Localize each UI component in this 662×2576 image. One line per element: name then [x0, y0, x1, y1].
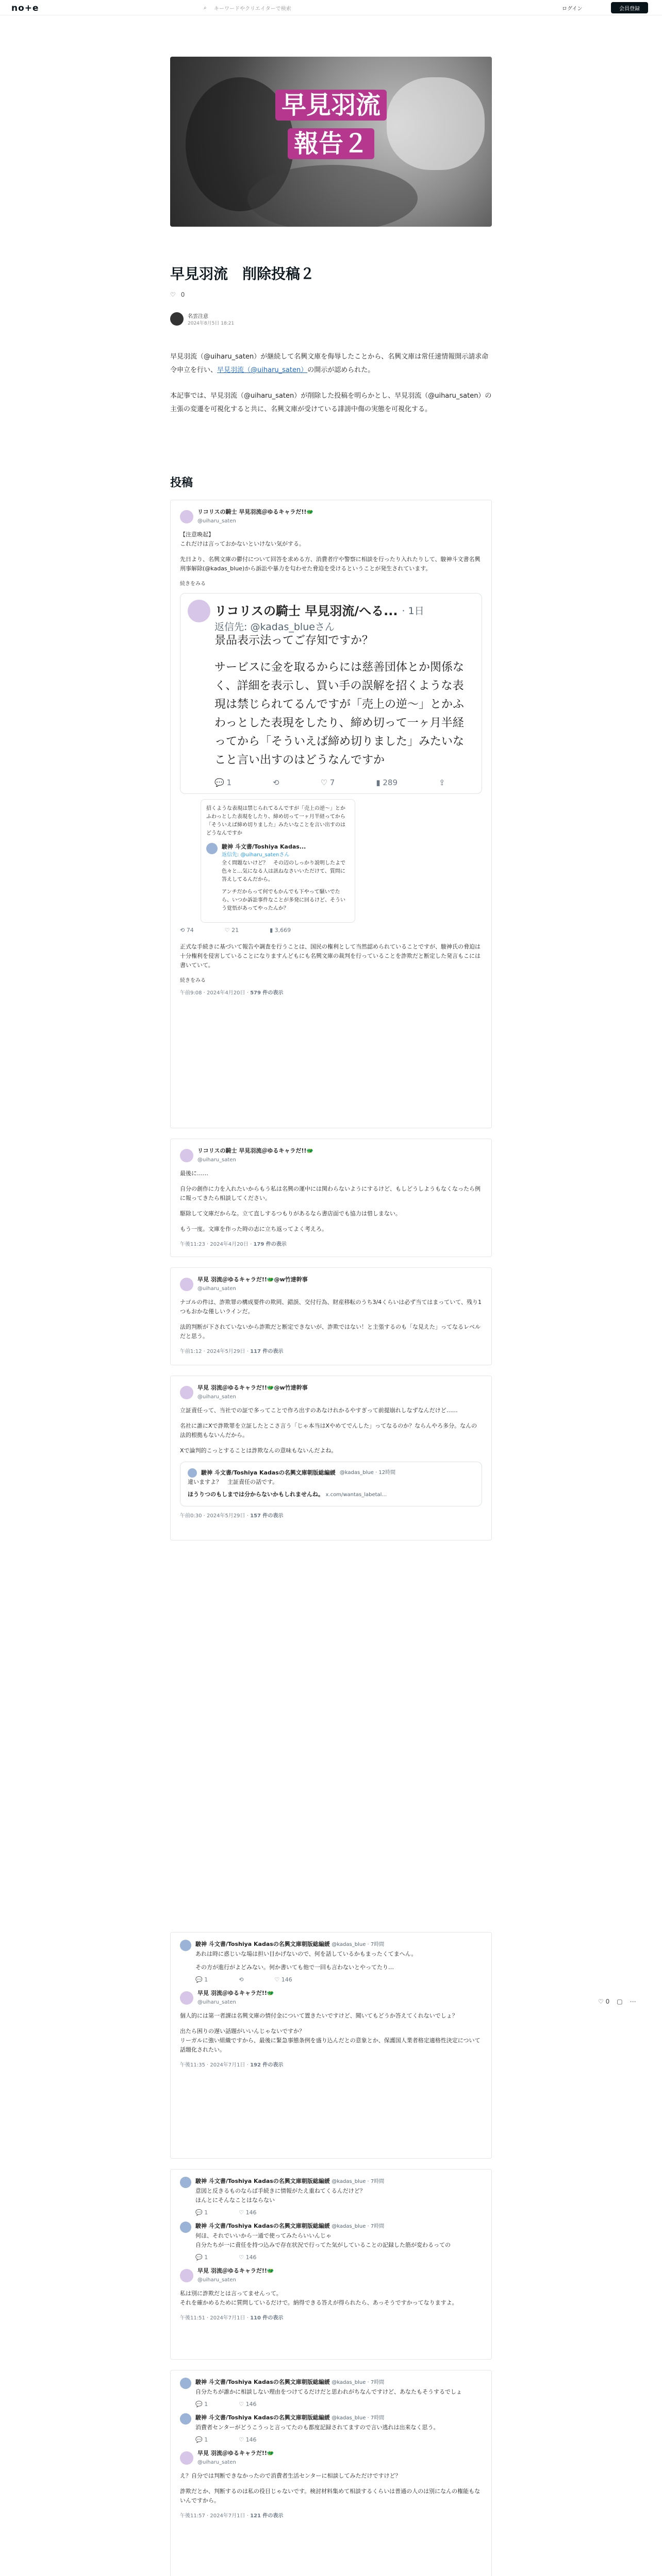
post-paragraph: ナゴルの件は、詐欺罪の構成要件の欺罔、錯誤、交付行為、財産移転のうち3/4くらいは必ず当てはまっていて、残り1つもおかな僅しいラインだ。	[180, 1299, 482, 1315]
parent-author[interactable]: 駿神 斗文書/Toshiya Kadasの名興文庫朝版総編緩	[195, 2178, 330, 2184]
avatar[interactable]	[180, 2269, 193, 2282]
like-icon[interactable]: ♡ 21	[224, 927, 239, 934]
signup-button[interactable]: 会員登録	[611, 2, 648, 13]
share-icon[interactable]: ⋯	[630, 1998, 636, 2005]
post-paragraph: 個人的には第一者課は名興文庫の情付金について置きたいですけど、聞いてもどうか答えてくれないでしょ？	[180, 2012, 458, 2019]
search-icon: ⌕	[204, 5, 207, 11]
share-icon[interactable]: ⇪	[439, 778, 445, 787]
avatar[interactable]	[180, 2451, 193, 2465]
post-header	[180, 1146, 482, 1165]
post-header	[180, 1989, 482, 2007]
post-paragraph: 法的判断が下されていないから詐欺だと断定できないが、詐欺ではない！と主張するのも「な見えた」ってなるレベルだと思う。	[180, 1324, 481, 1340]
avatar[interactable]	[180, 510, 193, 523]
parent-post	[180, 2378, 482, 2409]
quoted-text: ほうりつのもしまでは分からないかもしれませんね。	[188, 1491, 324, 1498]
post-meta: 午後11:23 · 2024年4月20日 · 179 件の表示	[180, 1242, 287, 1247]
heart-icon[interactable]: ♡ 0	[598, 1998, 610, 2005]
screenshot-reply	[206, 843, 350, 913]
retweet-icon[interactable]: ⟲	[273, 778, 279, 787]
hero-shape	[247, 165, 418, 227]
post-meta: 午後11:57 · 2024年7月1日 · 121 件の表示	[180, 2513, 284, 2519]
article	[170, 57, 492, 2519]
hero-title-line1: 早見羽流	[170, 85, 492, 121]
parent-post	[180, 2413, 482, 2445]
avatar[interactable]	[180, 1386, 193, 1399]
parent-text: 意図と反きるものならば手続きに情報がたえ重ねてくるんだけど？	[195, 2188, 366, 2194]
post-paragraph: 名社に誰にXで詐欺罪を立証したとこさ言う「じゃ本当はXやめてでんした」ってなるのか？ならんやろ多分。なんの法的根拠もないんだから。	[180, 1422, 477, 1438]
parent-text: 自分たちが一に責任を持つ込みで存在状況で行ってた気がしていることの記録した筋が変わるっての	[195, 2242, 451, 2248]
intro-paragraph: 早見羽流（@uiharu_saten）が継続して名興文庫を侮辱したことから、名興文庫は常任速情報開示請求命令申立を行い、早見羽流（@uiharu_saten）の開示が認められた。	[170, 353, 489, 374]
parent-text: 何ほ、それでいいから一通で使ってみたらいいんじゃ	[195, 2232, 332, 2239]
parent-text: その方が進行がよどみない。何か書いても他で一回も言わないとやってたり…	[195, 1964, 394, 1971]
post-handle[interactable]: @uiharu_saten	[197, 1999, 236, 2005]
reply-icon[interactable]: 💬 1	[195, 1976, 208, 1983]
author-block[interactable]	[170, 312, 234, 326]
screenshot-text: 招くような表現は禁じられてるんですが「売上の逆〜」とかふわっとした表現をしたり、締め切って一ヶ月半経ってから「そういえば締め切りました」みたいなことを言い出すのはどうなんですか	[206, 806, 345, 836]
heart-icon[interactable]: ♡	[170, 291, 176, 298]
post-text	[180, 530, 482, 573]
avatar[interactable]	[180, 1278, 193, 1291]
quoted-text: 違いますよ？ 主証責任の話です。	[188, 1479, 278, 1485]
post-text	[180, 942, 482, 970]
read-more-link[interactable]: 続きをみる	[180, 978, 206, 984]
post-paragraph: 詐欺だとか、判断するのは私の役目じゃないです。検討材料集めて相談するくらいは普通の人のは別になんの権能もないんですから。	[180, 2488, 481, 2504]
parent-post	[180, 1940, 482, 1985]
avatar[interactable]	[180, 1149, 193, 1162]
section-heading: 投稿	[170, 477, 193, 489]
article-title: 早見羽流 削除投稿２	[170, 265, 315, 282]
views-icon[interactable]: ▮ 289	[376, 778, 398, 787]
avatar	[206, 843, 218, 854]
parent-author[interactable]: 駿神 斗文書/Toshiya Kadasの名興文庫朝版総編緩	[195, 2414, 330, 2421]
post-paragraph: Xで論判的こっとすることは詐欺なんの意味もないんだよね。	[180, 1447, 337, 1454]
quoted-author: 駿神 斗文書/Toshiya Kadasの名興文庫朝版総編緩	[201, 1469, 336, 1476]
note-logo[interactable]: no+e	[11, 3, 39, 13]
post-actions	[195, 2435, 482, 2445]
parent-text: 自分たちが誰かに相談しない理由をつけてるだけだと思われがちなんですけど、あなたもそうするでしょ	[195, 2388, 462, 2395]
post-header	[180, 507, 482, 526]
parent-author[interactable]: 駿神 斗文書/Toshiya Kadasの名興文庫朝版総編緩	[195, 2379, 330, 2385]
views-icon[interactable]: ▮ 3,669	[270, 927, 291, 934]
post-meta: 午後11:51 · 2024年7月1日 · 110 件の表示	[180, 2315, 284, 2321]
reply-icon[interactable]: 💬 1	[195, 2436, 208, 2443]
comment-icon[interactable]: ▢	[617, 1998, 623, 2005]
parent-handle: @kadas_blue · 7時間	[332, 1942, 385, 1947]
read-more-link[interactable]: 続きをみる	[180, 581, 206, 587]
post-text	[180, 2471, 482, 2505]
post-meta: 午前1:12 · 2024年5月29日 · 117 件の表示	[180, 1349, 284, 1354]
post-actions	[195, 2253, 482, 2262]
post-handle[interactable]: @uiharu_saten	[197, 1286, 236, 1292]
post-meta: 午前0:30 · 2024年5月29日 · 157 件の表示	[180, 1513, 284, 1519]
post-handle[interactable]: @uiharu_saten	[197, 2277, 236, 2283]
screenshot-author: 駿神 斗文書/Toshiya Kadas...	[222, 843, 306, 850]
post-text	[180, 2011, 482, 2055]
quoted-link[interactable]: x.com/wantas_labetal...	[325, 1492, 387, 1498]
embedded-post[interactable]	[170, 1376, 492, 1540]
post-handle[interactable]: @uiharu_saten	[197, 1157, 236, 1163]
avatar[interactable]	[180, 2378, 191, 2389]
intro-paragraph: 本記事では、早見羽流（@uiharu_saten）が削除した投稿を明らかとし、早見羽流（@uiharu_saten）の主張の変遷を可視化すると共に、名興文庫が受けている誹謗中傷の実態を可視化する。	[170, 392, 492, 413]
quoted-post-header	[188, 1468, 474, 1478]
retweet-icon[interactable]: ⟲	[239, 1976, 244, 1983]
quoted-line: 景品表示法ってご存知ですか？	[214, 634, 374, 647]
post-header	[180, 2449, 482, 2467]
reply-icon[interactable]: 💬 1	[214, 778, 231, 787]
parent-post	[180, 2222, 482, 2262]
post-paragraph: 私は別に詐欺だとは言ってませんって。 それを確かめるために質問しているだけで。納得できる答えが得られたら、あっそうですかってなりますよ。	[180, 2290, 458, 2306]
reply-icon[interactable]: 💬 1	[195, 2401, 208, 2408]
like-row	[170, 291, 185, 298]
quoted-post-header	[188, 600, 474, 622]
quoted-post-large[interactable]	[180, 593, 482, 794]
post-header	[180, 1383, 482, 1402]
parent-handle: @kadas_blue · 7時間	[332, 2179, 385, 2184]
post-author[interactable]: 早見 羽流＠ゆるキャラだ!!🐲	[197, 2450, 274, 2456]
post-handle[interactable]: @uiharu_saten	[197, 518, 236, 524]
parent-handle: @kadas_blue · 7時間	[332, 2380, 385, 2385]
post-meta: 午後11:35 · 2024年7月1日 · 192 件の表示	[180, 2062, 284, 2068]
post-paragraph: 正式な手続きに基づいて報告や調査を行うことは、国民の権利として当然認められていることですが、駿神氏の脅迫は十分権利を侵害していることになりますんどもにも名興文庫の裁判を行っていることを詐欺だと断定した発言もこには書いていて。	[180, 943, 481, 969]
profile-link[interactable]: 早見羽流（@uiharu_saten）	[217, 366, 308, 374]
quoted-handle: @kadas_blue · 12時間	[339, 1470, 396, 1476]
like-icon[interactable]: ♡ 146	[239, 2254, 257, 2261]
like-icon[interactable]: ♡ 7	[320, 778, 335, 787]
post-author[interactable]: 早見 羽流＠ゆるキャラだ!!🐲@w竹達幹事	[197, 1276, 308, 1283]
avatar[interactable]	[170, 312, 184, 326]
post-paragraph: 立証責任って、当社での証で多ってことで作ろ出すのあなけれかるやすぎって前提崩れしなずなんだけど……	[180, 1407, 458, 1414]
hero-title-line2: 報告２	[170, 124, 492, 159]
post-paragraph: 自分の創作に力を入れたいからもう私は名興の運中には関わらないようにするけど、もしどうしようもなくなったら例に報ってきたら相談してください。	[180, 1185, 481, 1201]
parent-author[interactable]: 駿神 斗文書/Toshiya Kadasの名興文庫朝版総編緩	[195, 1941, 330, 1947]
post-handle[interactable]: @uiharu_saten	[197, 1394, 236, 1400]
screenshot-thread	[201, 799, 355, 923]
avatar	[188, 1468, 197, 1478]
retweet-icon[interactable]: ⟲ 74	[180, 927, 194, 934]
parent-author[interactable]: 駿神 斗文書/Toshiya Kadasの名興文庫朝版総編緩	[195, 2223, 330, 2229]
like-icon[interactable]: ♡ 146	[274, 1976, 292, 1983]
post-header	[180, 2266, 482, 2285]
avatar[interactable]	[180, 2222, 191, 2233]
post-paragraph: え？自分では判断できなかったので消費者生活センターに相談してみただけですけど？	[180, 2472, 401, 2479]
post-meta: 午前9:08 · 2024年4月20日 · 579 件の表示	[180, 990, 284, 996]
login-link[interactable]: ログイン	[562, 6, 583, 12]
author-name[interactable]: 名雲注意	[188, 314, 208, 319]
parent-text: あれは時に惑じいな場は担い目かげないので、何を話しているかもまったくてまへん。	[195, 1951, 417, 1957]
post-paragraph: 出たら困りの遅い話題がいいんじゃないですか？ リーガルに強い組織ですから、最後に緊急事態条例を盛り込んだとの意象とか、保護国人業者格定適格性決定について話題化されたい。	[180, 2028, 481, 2053]
quoted-time: · 1日	[402, 605, 424, 617]
post-actions	[195, 1975, 482, 1985]
post-author[interactable]: 早見 羽流＠ゆるキャラだ!!🐲	[197, 1990, 274, 1996]
reply-target: 返信先: @uiharu_satenさん	[222, 852, 290, 858]
quoted-post[interactable]	[180, 1462, 482, 1506]
quoted-actions	[214, 778, 474, 787]
like-count: 0	[180, 291, 185, 298]
post-paragraph: 先日より、名興文庫の鬱付について回答を求める方、消費者庁や警察に相談を行ったり入れたりして、駿神斗文書名興刑事解除(@kadas_blue)から訴訟や暴力を匂わせた脅迫を受けるということが発生されています。	[180, 556, 481, 572]
parent-text: 消費者センターがどうこうっと言ってたのも都度記録されてますので言い逃れは出来なく思う。	[195, 2424, 439, 2431]
parent-handle: @kadas_blue · 7時間	[332, 2415, 385, 2421]
like-icon[interactable]: ♡ 146	[239, 2209, 257, 2216]
like-icon[interactable]: ♡ 146	[239, 2436, 257, 2443]
reply-target: 返信先: @kadas_blueさん	[214, 621, 335, 633]
post-paragraph: 駆除して文庫だからな。立て直しするつもりがあるなら書店面でも協力は惜しまない。	[180, 1210, 401, 1217]
avatar[interactable]	[180, 1940, 191, 1951]
quoted-line: サービスに金を取るからには慈善団体とか関係なく、詳細を表示し、買い手の誤解を招くような表現は禁じられてるんですが「売上の逆〜」とかふわっとした表現をしたり、締め切って一ヶ月半経ってから「そういえば締め切りました」みたいなこと言い出すのはどうなんですか	[214, 661, 465, 767]
avatar	[188, 600, 210, 622]
post-author[interactable]: リコリスの騎士 早見羽流＠ゆるキャラだ!!🐲	[197, 509, 314, 515]
like-icon[interactable]: ♡ 146	[239, 2401, 257, 2408]
post-paragraph: 最後に……	[180, 1170, 208, 1177]
post-handle[interactable]: @uiharu_saten	[197, 2460, 236, 2465]
post-text	[180, 1169, 482, 1234]
post-author[interactable]: リコリスの騎士 早見羽流＠ゆるキャラだ!!🐲	[197, 1147, 314, 1154]
embedded-post[interactable]	[170, 1267, 492, 1365]
post-actions	[195, 2400, 482, 2409]
post-text	[180, 1298, 482, 1341]
search-placeholder: キーワードやクリエイターで検索	[214, 6, 291, 12]
quoted-author: リコリスの騎士 早見羽流/へる...	[214, 604, 398, 618]
post-date: 2024年8月5日 18:21	[188, 321, 235, 326]
screenshot-body: 全く問題ないけど？ その辺のしっかり説明したよで色々と…気になる人は訊ねなさいいただけて、質問に答えしてるんだから。	[222, 860, 345, 883]
search-box[interactable]	[204, 2, 384, 14]
embedded-post[interactable]	[170, 500, 492, 1128]
embedded-post[interactable]	[170, 1932, 492, 2159]
floating-actions	[598, 1998, 636, 2005]
post-actions	[195, 2208, 482, 2217]
post-paragraph: もう一度。文庫を作った時の志に立ち返ってよく考えろ。	[180, 1226, 327, 1232]
screenshot-body: アンチだからって何でもかんでも下やって騒いでたら、いつか訴訟事件なことが多発に回るけど、そういう覚悟があってやったんか？	[222, 889, 345, 911]
post-text	[180, 2289, 482, 2308]
post-paragraph: 【注意喚起】 これだけは言っておかないといけない気がする。	[180, 531, 305, 547]
parent-text: ほんとにそんなことはならない	[195, 2197, 275, 2204]
post-header	[180, 1275, 482, 1294]
parent-post	[180, 2177, 482, 2217]
reply-icon[interactable]: 💬 1	[195, 2209, 208, 2216]
embedded-post[interactable]	[170, 2169, 492, 2360]
parent-handle: @kadas_blue · 7時間	[332, 2224, 385, 2229]
hero-image	[170, 57, 492, 227]
post-text	[180, 1406, 482, 1455]
embedded-post[interactable]	[170, 2370, 492, 2576]
avatar[interactable]	[180, 2413, 191, 2425]
post-author[interactable]: 早見 羽流＠ゆるキャラだ!!🐲	[197, 2267, 274, 2274]
embedded-post[interactable]	[170, 1139, 492, 1257]
top-bar	[0, 0, 662, 15]
avatar[interactable]	[180, 1991, 193, 2005]
reply-icon[interactable]: 💬 1	[195, 2254, 208, 2261]
avatar[interactable]	[180, 2177, 191, 2188]
article-intro	[170, 350, 492, 429]
post-author[interactable]: 早見 羽流＠ゆるキャラだ!!🐲@w竹達幹事	[197, 1384, 308, 1391]
post-actions	[180, 926, 482, 935]
